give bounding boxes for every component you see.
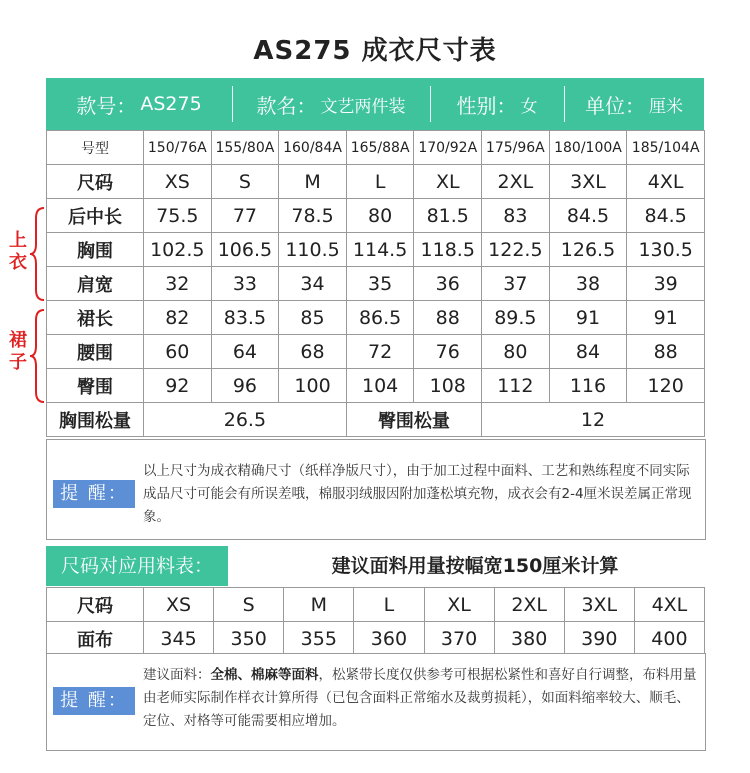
model-cell: 175/96A [482, 131, 550, 165]
fabric-cell: 350 [214, 622, 284, 656]
value-cell: 130.5 [627, 233, 705, 267]
table-row [47, 267, 705, 301]
value-cell: 96 [211, 369, 279, 403]
unit-cell [564, 78, 704, 130]
value-cell: 122.5 [482, 233, 550, 267]
model-cell: 185/104A [627, 131, 705, 165]
value-cell: 33 [211, 267, 279, 301]
value-cell: 77 [211, 199, 279, 233]
value-cell: 104 [346, 369, 414, 403]
size-cell: M [279, 165, 347, 199]
size-cell: S [211, 165, 279, 199]
table-row [47, 301, 705, 335]
value-cell: 76 [414, 335, 482, 369]
value-cell: 114.5 [346, 233, 414, 267]
value-cell: 38 [549, 267, 627, 301]
note-box-1 [46, 439, 706, 540]
style-name-value: 文艺两件装 [320, 96, 406, 117]
model-cell: 170/92A [414, 131, 482, 165]
style-no-label: 款号： [76, 93, 137, 118]
table-row [47, 199, 705, 233]
size-cell: S [214, 588, 284, 622]
style-no-value: AS275 [140, 93, 202, 115]
value-cell: 39 [627, 267, 705, 301]
value-cell: 81.5 [414, 199, 482, 233]
value-cell: 36 [414, 267, 482, 301]
model-cell: 150/76A [144, 131, 212, 165]
model-cell: 160/84A [279, 131, 347, 165]
value-cell: 106.5 [211, 233, 279, 267]
value-cell: 102.5 [144, 233, 212, 267]
reminder-badge: 提 醒： [53, 480, 135, 508]
hip-ease-value: 12 [482, 403, 705, 437]
fabric-cell: 370 [424, 622, 494, 656]
value-cell: 110.5 [279, 233, 347, 267]
side-label-skirt-1: 裙 [9, 330, 27, 351]
value-cell: 120 [627, 369, 705, 403]
fabric-cell: 400 [634, 622, 704, 656]
style-name-label: 款名： [256, 93, 317, 118]
size-cell: XL [414, 165, 482, 199]
row-label: 臀围 [47, 369, 144, 403]
value-cell: 100 [279, 369, 347, 403]
value-cell: 88 [414, 301, 482, 335]
unit-value: 厘米 [649, 96, 683, 117]
value-cell: 83.5 [211, 301, 279, 335]
fabric-cell: 345 [144, 622, 214, 656]
note-body: ，松紧带长度仅供参考可根据松紧性和喜好自行调整，布料用量由老师实际制作样衣计算所得（已包含面料正常缩水及裁剪损耗），如面料缩率较大、顺毛、定位、对格等可能需要相应增加。 [143, 667, 697, 729]
value-cell: 80 [346, 199, 414, 233]
note-box-2 [46, 653, 706, 751]
brace-top-icon [28, 206, 46, 302]
value-cell: 80 [482, 335, 550, 369]
size-cell: M [284, 588, 354, 622]
style-name-cell [232, 78, 430, 130]
value-cell: 34 [279, 267, 347, 301]
reminder-badge: 提 醒： [53, 687, 135, 715]
note-text-2 [143, 664, 699, 733]
side-label-top [8, 230, 28, 274]
value-cell: 116 [549, 369, 627, 403]
table-row [47, 369, 705, 403]
value-cell: 91 [627, 301, 705, 335]
gender-value: 女 [520, 96, 538, 117]
value-cell: 75.5 [144, 199, 212, 233]
brace-skirt-icon [28, 308, 46, 404]
size-label: 尺码 [47, 165, 144, 199]
model-cell: 180/100A [549, 131, 627, 165]
value-cell: 85 [279, 301, 347, 335]
value-cell: 37 [482, 267, 550, 301]
value-cell: 108 [414, 369, 482, 403]
size-row [47, 165, 705, 199]
value-cell: 118.5 [414, 233, 482, 267]
fabric-size-label: 尺码 [47, 588, 144, 622]
note-prefix: 建议面料： [143, 667, 211, 683]
chest-ease-label: 胸围松量 [47, 403, 144, 437]
fabric-cell: 355 [284, 622, 354, 656]
fabric-section-subtitle: 建议面料用量按幅宽150厘米计算 [331, 555, 619, 577]
style-no-cell [46, 78, 232, 130]
fabric-section-header [46, 546, 704, 586]
fabric-section-label: 尺码对应用料表： [46, 546, 228, 586]
model-cell: 155/80A [211, 131, 279, 165]
page-title: AS275 成衣尺寸表 [253, 36, 497, 66]
size-cell: XS [144, 588, 214, 622]
size-cell: XS [144, 165, 212, 199]
model-row [47, 131, 705, 165]
fabric-cell: 390 [564, 622, 634, 656]
model-label: 号型 [47, 131, 144, 165]
info-header [46, 78, 704, 130]
side-label-skirt-2: 子 [9, 352, 27, 373]
gender-cell [430, 78, 564, 130]
row-label: 后中长 [47, 199, 144, 233]
fabric-cell: 380 [494, 622, 564, 656]
unit-label: 单位： [585, 93, 645, 118]
fabric-label: 面布 [47, 622, 144, 656]
side-label-skirt [8, 330, 28, 374]
value-cell: 88 [627, 335, 705, 369]
size-cell: 4XL [627, 165, 705, 199]
value-cell: 126.5 [549, 233, 627, 267]
row-label: 胸围 [47, 233, 144, 267]
fabric-cell: 360 [354, 622, 424, 656]
value-cell: 35 [346, 267, 414, 301]
note-text-1: 以上尺寸为成衣精确尺寸（纸样净版尺寸），由于加工过程中面料、工艺和熟练程度不同实际成品尺寸可能会有所误差哦，棉服羽绒服因附加蓬松填充物，成衣会有2-4厘米误差属正常现象。 [143, 463, 692, 525]
value-cell: 86.5 [346, 301, 414, 335]
size-cell: 3XL [564, 588, 634, 622]
value-cell: 68 [279, 335, 347, 369]
value-cell: 78.5 [279, 199, 347, 233]
row-label: 裙长 [47, 301, 144, 335]
row-label: 肩宽 [47, 267, 144, 301]
value-cell: 84.5 [627, 199, 705, 233]
size-cell: 4XL [634, 588, 704, 622]
size-cell: 2XL [482, 165, 550, 199]
value-cell: 83 [482, 199, 550, 233]
fabric-size-row [47, 588, 705, 622]
value-cell: 112 [482, 369, 550, 403]
ease-row [47, 403, 705, 437]
hip-ease-label: 臀围松量 [346, 403, 481, 437]
chest-ease-value: 26.5 [144, 403, 347, 437]
gender-label: 性别： [456, 93, 517, 118]
value-cell: 72 [346, 335, 414, 369]
size-cell: L [354, 588, 424, 622]
value-cell: 82 [144, 301, 212, 335]
value-cell: 64 [211, 335, 279, 369]
side-label-top-2: 衣 [9, 252, 27, 273]
value-cell: 92 [144, 369, 212, 403]
value-cell: 91 [549, 301, 627, 335]
value-cell: 60 [144, 335, 212, 369]
size-cell: 2XL [494, 588, 564, 622]
side-label-top-1: 上 [9, 230, 27, 251]
size-cell: 3XL [549, 165, 627, 199]
table-row [47, 335, 705, 369]
table-row [47, 233, 705, 267]
row-label: 腰围 [47, 335, 144, 369]
value-cell: 89.5 [482, 301, 550, 335]
value-cell: 32 [144, 267, 212, 301]
model-cell: 165/88A [346, 131, 414, 165]
note-bold-fabrics: 全棉、棉麻等面料 [210, 667, 319, 683]
size-cell: L [346, 165, 414, 199]
size-table [46, 130, 705, 437]
fabric-table [46, 587, 705, 656]
size-cell: XL [424, 588, 494, 622]
fabric-row [47, 622, 705, 656]
value-cell: 84 [549, 335, 627, 369]
value-cell: 84.5 [549, 199, 627, 233]
